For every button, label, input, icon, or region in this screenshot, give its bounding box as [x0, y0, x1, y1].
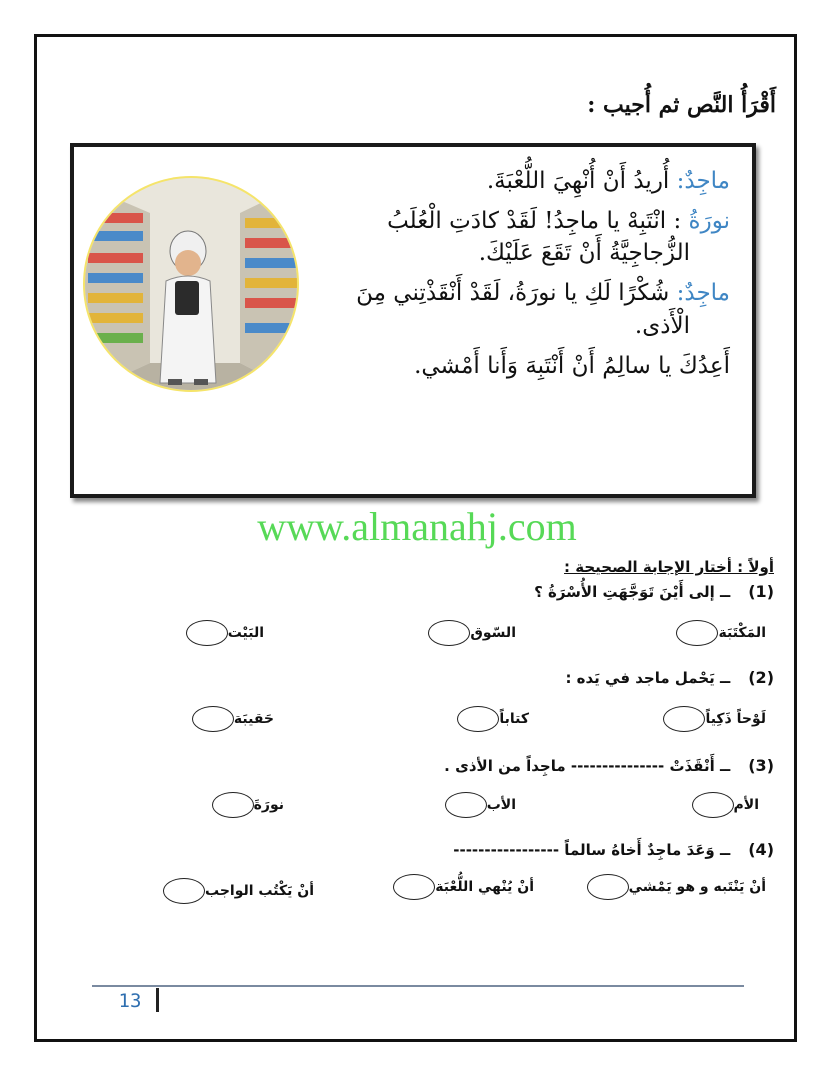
q2-option-2[interactable]: كتاباً — [454, 706, 529, 732]
answer-circle[interactable] — [212, 792, 254, 818]
footer-rule — [92, 985, 744, 987]
story-line-2: نورَةُ : انْتَبِهْ يا ماجِدُ! لَقَدْ كادَتِ الْعُلَبُ — [387, 208, 730, 235]
speaker-label: نورَةُ — [688, 208, 730, 235]
watermark-url: www.almanahj.com — [257, 504, 577, 549]
answer-circle[interactable] — [428, 620, 470, 646]
story-line-4: ماجِدٌ: شُكْرًا لَكِ يا نورَةُ، لَقَدْ أَنْقَذْتِني مِنَ — [356, 280, 730, 307]
section-title: أولاً : أختار الإجابة الصحيحة : — [564, 558, 774, 576]
story-text — [310, 153, 730, 378]
story-line-3: الزُّجاجِيَّةُ أَنْ تَقَعَ عَلَيْكَ. — [478, 240, 690, 267]
q2-option-3[interactable]: حَقيبَة — [189, 706, 274, 732]
speaker-label: ماجِدٌ: — [676, 280, 730, 307]
story-line-6: أَعِدُكَ يا سالِمُ أَنْ أَنْتَبِهَ وَأَنا أَمْشي. — [414, 352, 730, 379]
answer-circle[interactable] — [457, 706, 499, 732]
answer-circle[interactable] — [186, 620, 228, 646]
answer-circle[interactable] — [663, 706, 705, 732]
question-1: (1)ــ إلى أَيْنَ تَوَجَّهَتِ الأُسْرَةُ ؟ — [534, 582, 774, 601]
page-number: 13 — [118, 990, 142, 1012]
q1-option-2[interactable]: السّوق — [425, 620, 516, 646]
q3-option-2[interactable]: الأب — [442, 792, 516, 818]
q1-option-1[interactable]: المَكْتَبَة — [673, 620, 766, 646]
story-line-5: الْأَذى. — [634, 312, 690, 339]
answer-circle[interactable] — [445, 792, 487, 818]
q4-option-1[interactable]: أنْ يَنْتَبه و هو يَمْشي — [584, 874, 766, 900]
q3-option-1[interactable]: الأم — [689, 792, 759, 818]
question-4: (4)ــ وَعَدَ ماجِدٌ أَخاهُ سالماً ----------------- — [453, 840, 774, 859]
speaker-label: ماجِدٌ: — [676, 168, 730, 194]
answer-circle[interactable] — [587, 874, 629, 900]
page-number-divider — [156, 988, 159, 1012]
question-2: (2)ــ يَحْمل ماجد في يَده : — [565, 668, 774, 687]
q3-option-3[interactable]: نورَةَ — [209, 792, 284, 818]
story-box — [70, 143, 756, 498]
q4-option-3[interactable]: أنْ يَكْتُب الواجب — [160, 878, 314, 904]
answer-circle[interactable] — [692, 792, 734, 818]
answer-circle[interactable] — [393, 874, 435, 900]
answer-circle[interactable] — [676, 620, 718, 646]
story-line-1: ماجِدٌ: أُريدُ أَنْ أُنْهِيَ اللُّعْبَةَ. — [486, 168, 730, 194]
question-3: (3)ــ أَنْقَذَتْ --------------- ماجِداً من الأذى . — [444, 756, 774, 775]
answer-circle[interactable] — [163, 878, 205, 904]
answer-circle[interactable] — [192, 706, 234, 732]
supermarket-illustration — [80, 173, 302, 395]
q4-option-2[interactable]: أنْ يُنْهي اللُّعْبَة — [390, 874, 534, 900]
q1-option-3[interactable]: البَيْت — [183, 620, 264, 646]
page-heading: أَقْرَأُ النَّص ثم أُجيب : — [587, 92, 776, 118]
q2-option-1[interactable]: لَوْحاً ذَكِياً — [660, 706, 766, 732]
